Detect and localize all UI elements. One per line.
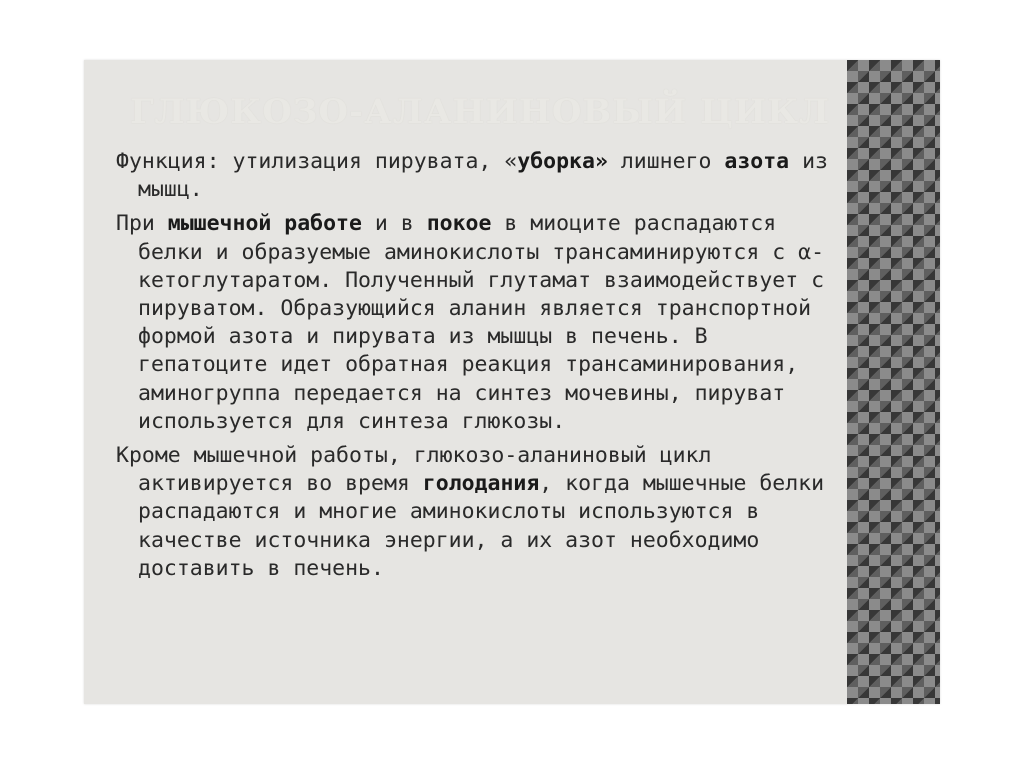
- text-segment: Кроме мышечной работы, глюкозо-аланиновый цикл активируется во время: [116, 443, 712, 497]
- text-segment: лишнего: [607, 149, 725, 174]
- text-segment-bold: азота: [724, 149, 790, 174]
- text-segment-bold: мышечной работе: [167, 211, 362, 237]
- paragraph-muscle-work: [116, 210, 836, 436]
- text-segment: из мышц.: [138, 149, 828, 203]
- text-segment: и в: [361, 211, 427, 237]
- slide-title: ГЛЮКОЗО-АЛАНИНОВЫЙ ЦИКЛ: [130, 92, 831, 132]
- text-segment: в миоците распадаются белки и образуемые аминокислоты трансаминируются с α-кетоглутаратом. Полученный глутамат взаимодействует с пируватом. Образующийся аланин является транспортной формой азота и пирувата из мышцы в печень. В гепатоците идет обратная реакция трансаминирования, аминогруппа передается на синтез мочевины, пируват используется для синтеза глюкозы.: [138, 211, 825, 434]
- text-segment-bold: уборка»: [517, 149, 608, 174]
- paragraph-function: [116, 148, 836, 204]
- slide-body: [116, 148, 836, 589]
- decorative-pattern-strip: [847, 60, 940, 704]
- text-segment-bold: покое: [426, 211, 492, 237]
- text-segment: , когда мышечные белки распадаются и многие аминокислоты используются в качестве источника энергии, а их азот необходимо доставить в печень.: [138, 471, 825, 581]
- text-segment: Функция: утилизация пирувата, «: [116, 149, 518, 174]
- text-segment: При: [116, 211, 168, 237]
- text-segment-bold: голодания: [422, 471, 540, 497]
- paragraph-starvation: [116, 442, 836, 583]
